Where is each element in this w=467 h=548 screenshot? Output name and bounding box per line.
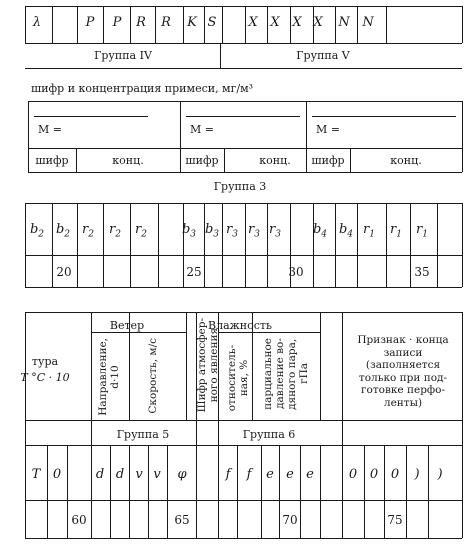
code-conc-divider bbox=[76, 148, 77, 172]
symbol-cell: P bbox=[85, 15, 95, 30]
group3-col-divider bbox=[222, 203, 223, 287]
block3-cell-divider bbox=[364, 445, 365, 538]
block3-cell-divider bbox=[129, 445, 130, 538]
group-4-label: Группа IV bbox=[94, 49, 152, 62]
block3-cell-divider bbox=[384, 445, 385, 538]
symbol-cell: X bbox=[292, 15, 302, 30]
symbol-cell: X bbox=[248, 15, 258, 30]
block3-symbol: ) bbox=[414, 467, 420, 482]
end-of-record-line: Признак · конца bbox=[357, 334, 449, 346]
block3-col-divider bbox=[25, 312, 26, 420]
conc-label: конц. bbox=[390, 154, 422, 167]
block3-col-divider bbox=[320, 312, 321, 420]
block1-top-rule bbox=[25, 6, 462, 7]
block3-symbol: f bbox=[225, 467, 231, 482]
symbol-cell-divider bbox=[245, 6, 246, 43]
group3-symbol-subscript: 1 bbox=[369, 229, 375, 240]
impurity-col-divider bbox=[306, 101, 307, 172]
m-value-line bbox=[34, 116, 148, 117]
end-of-record-line: (заполняется bbox=[365, 359, 441, 372]
group3-symbol-subscript: 2 bbox=[115, 229, 121, 240]
group3-symbol: $b_2$ bbox=[55, 222, 71, 240]
group-3-title: Группа 3 bbox=[213, 180, 267, 193]
group3-col-divider bbox=[462, 203, 463, 287]
impurity-top-rule bbox=[28, 101, 462, 102]
group3-symbol-subscript: 2 bbox=[88, 229, 94, 240]
group3-col-divider bbox=[25, 203, 26, 287]
group3-top-rule bbox=[25, 203, 462, 204]
symbol-cell-divider bbox=[204, 6, 205, 43]
block3-col-divider bbox=[462, 312, 463, 420]
block3-symbol: d bbox=[115, 467, 125, 482]
block3-cell-divider bbox=[148, 445, 149, 538]
temperature-label: тура bbox=[31, 355, 59, 368]
symbol-cell-divider bbox=[155, 6, 156, 43]
block3-symbol: f bbox=[246, 467, 252, 482]
group3-symbol-subscript: 3 bbox=[213, 229, 220, 240]
symbol-cell: P bbox=[112, 15, 122, 30]
symbol-cell: N bbox=[362, 15, 374, 30]
block3-cell-divider bbox=[91, 445, 92, 538]
group3-col-divider bbox=[245, 203, 246, 287]
group3-col-divider bbox=[386, 203, 387, 287]
m-label: M = bbox=[190, 123, 214, 136]
group3-symbol: $b_3$ bbox=[181, 222, 197, 240]
group-6-label: Группа 6 bbox=[242, 428, 296, 441]
group3-symbol: $r_2$ bbox=[135, 222, 147, 240]
end-of-record-line: готовке перфо- bbox=[361, 384, 445, 397]
wind-speed-label bbox=[147, 338, 159, 414]
symbol-cell: K bbox=[187, 15, 197, 30]
symbol-cell-divider bbox=[386, 6, 387, 43]
block3-number: 75 bbox=[387, 513, 403, 527]
symbol-cell: S bbox=[207, 15, 217, 30]
impurity-col-divider bbox=[180, 101, 181, 172]
group3-bottom-rule bbox=[25, 287, 462, 288]
group3-col-divider bbox=[52, 203, 53, 287]
block3-symbol: 0 bbox=[348, 467, 358, 482]
impurity-code-rule bbox=[28, 148, 462, 149]
group3-col-divider bbox=[357, 203, 358, 287]
block1-symbol-rule bbox=[25, 43, 462, 44]
group3-symbol: $b_4$ bbox=[312, 222, 328, 240]
rel-humidity-label bbox=[226, 345, 250, 411]
humidity-header-rule bbox=[218, 332, 320, 333]
symbol-cell-divider bbox=[52, 6, 53, 43]
group3-symbol: $r_1$ bbox=[363, 222, 375, 240]
block3-cell-divider bbox=[110, 445, 111, 538]
block3-cell-divider bbox=[261, 445, 262, 538]
group3-col-divider bbox=[204, 203, 205, 287]
group3-symbol-subscript: 1 bbox=[396, 229, 402, 240]
block3-symbol: 0 bbox=[369, 467, 379, 482]
wind-header: Ветер bbox=[109, 319, 145, 332]
block3-symbol: v bbox=[135, 467, 143, 482]
code-label: шифр bbox=[311, 154, 345, 167]
block1-group-rule bbox=[25, 68, 462, 69]
block3-cell-divider bbox=[406, 445, 407, 538]
symbol-cell-divider bbox=[130, 6, 131, 43]
code-conc-divider bbox=[350, 148, 351, 172]
block3-cell-divider bbox=[428, 445, 429, 538]
partial-pressure-label-line: парциальное bbox=[262, 338, 274, 410]
temperature-unit: T °C · 10 bbox=[20, 371, 70, 384]
code-label: шифр bbox=[35, 154, 69, 167]
impurity-label: шифр и концентрация примеси, мг/м³ bbox=[31, 82, 254, 95]
group3-symbol: $r_2$ bbox=[82, 222, 94, 240]
block3-cell-divider bbox=[218, 445, 219, 538]
symbol-cell-divider bbox=[267, 6, 268, 43]
wind-direction-label bbox=[97, 338, 121, 416]
block3-cell-divider bbox=[279, 445, 280, 538]
group3-symbol: $b_2$ bbox=[29, 222, 45, 240]
partial-pressure-label-line: дяного пара, bbox=[286, 338, 299, 410]
symbol-cell-divider bbox=[335, 6, 336, 43]
block3-col-divider bbox=[91, 312, 92, 420]
symbol-cell-divider bbox=[25, 6, 26, 43]
group3-number: 25 bbox=[186, 265, 202, 279]
end-of-record-line: ленты) bbox=[383, 396, 423, 409]
block3-group-divider bbox=[462, 420, 463, 445]
end-of-record-label bbox=[346, 334, 460, 410]
block3-symbol: d bbox=[95, 467, 105, 482]
group-divider bbox=[220, 43, 221, 68]
group3-symbol-subscript: 2 bbox=[141, 229, 147, 240]
block3-cell-divider bbox=[196, 445, 197, 538]
block3-group-divider bbox=[218, 420, 219, 445]
wind-header-rule bbox=[91, 332, 186, 333]
m-label: M = bbox=[38, 123, 62, 136]
code-conc-divider bbox=[224, 148, 225, 172]
block3-symbol: 0 bbox=[52, 467, 62, 482]
m-value-line bbox=[186, 116, 300, 117]
group3-symbol-subscript: 2 bbox=[64, 229, 71, 240]
rel-humidity-label-line: относитель- bbox=[226, 345, 238, 412]
group3-symbol: $r_1$ bbox=[416, 222, 428, 240]
group3-symbol-subscript: 3 bbox=[232, 229, 238, 240]
symbol-cell: R bbox=[161, 15, 171, 30]
symbol-cell-divider bbox=[290, 6, 291, 43]
symbol-cell-divider bbox=[183, 6, 184, 43]
block3-bottom-rule bbox=[25, 538, 462, 539]
impurity-col-divider bbox=[28, 101, 29, 172]
group3-symbol: $b_4$ bbox=[338, 222, 354, 240]
m-label: M = bbox=[316, 123, 340, 136]
group3-col-divider bbox=[313, 203, 314, 287]
end-of-record-line: записи bbox=[383, 346, 423, 359]
group3-symbol: $r_3$ bbox=[248, 222, 260, 240]
symbol-cell-divider bbox=[103, 6, 104, 43]
block3-symbol: e bbox=[286, 467, 294, 482]
group3-symbol-subscript: 3 bbox=[275, 229, 281, 240]
block3-symbol: T bbox=[31, 467, 41, 482]
group3-symbol: $r_1$ bbox=[390, 222, 402, 240]
symbol-cell-divider bbox=[77, 6, 78, 43]
group3-symbol-rule bbox=[25, 255, 462, 256]
conc-label: конц. bbox=[259, 154, 291, 167]
block3-symbol: 0 bbox=[390, 467, 400, 482]
block3-group-divider bbox=[91, 420, 92, 445]
block3-group-divider bbox=[342, 420, 343, 445]
block3-group-divider bbox=[196, 420, 197, 445]
block3-cell-divider bbox=[25, 445, 26, 538]
block3-cell-divider bbox=[237, 445, 238, 538]
block3-symbol: φ bbox=[177, 467, 187, 482]
group3-symbol: $r_3$ bbox=[269, 222, 281, 240]
group3-symbol-subscript: 4 bbox=[347, 229, 354, 240]
block3-number: 65 bbox=[174, 513, 190, 527]
symbol-cell-divider bbox=[357, 6, 358, 43]
block3-cell-divider bbox=[67, 445, 68, 538]
group3-symbol-subscript: 3 bbox=[190, 229, 197, 240]
block3-symbol: v bbox=[153, 467, 161, 482]
wind-direction-label-line: Направление, bbox=[97, 338, 109, 416]
symbol-cell: R bbox=[136, 15, 146, 30]
group3-col-divider bbox=[410, 203, 411, 287]
wind-direction-label-line: d·10 bbox=[109, 365, 122, 389]
symbol-cell: X bbox=[313, 15, 323, 30]
group3-symbol: $b_3$ bbox=[204, 222, 220, 240]
group3-col-divider bbox=[77, 203, 78, 287]
symbol-cell: N bbox=[338, 15, 350, 30]
block3-col-divider bbox=[186, 312, 187, 420]
block3-number: 70 bbox=[282, 513, 298, 527]
symbol-cell: X bbox=[270, 15, 280, 30]
wind-speed-label-line: Скорость, м/с bbox=[147, 338, 159, 414]
group3-symbol-subscript: 1 bbox=[422, 229, 428, 240]
group3-col-divider bbox=[437, 203, 438, 287]
group3-col-divider bbox=[158, 203, 159, 287]
group3-symbol: $r_3$ bbox=[226, 222, 238, 240]
impurity-col-divider bbox=[462, 101, 463, 172]
end-of-record-line: только при под- bbox=[358, 371, 448, 384]
group-5-label: Группа 5 bbox=[116, 428, 170, 441]
m-value-line bbox=[312, 116, 456, 117]
group3-number: 30 bbox=[288, 265, 304, 279]
atm-code-label-line: Шифр атмосфер- bbox=[196, 318, 208, 413]
impurity-bottom-rule bbox=[28, 172, 462, 173]
block3-col-divider bbox=[342, 312, 343, 420]
block3-cell-divider bbox=[47, 445, 48, 538]
block3-symbol: e bbox=[266, 467, 274, 482]
block3-group-divider bbox=[25, 420, 26, 445]
code-label: шифр bbox=[185, 154, 219, 167]
group3-symbol-subscript: 4 bbox=[321, 229, 328, 240]
group3-number: 20 bbox=[56, 265, 72, 279]
atm-code-label-line: ного явления bbox=[208, 327, 221, 403]
block3-cell-divider bbox=[320, 445, 321, 538]
block3-symbol: ) bbox=[437, 467, 443, 482]
rel-humidity-label-line: ная, % bbox=[238, 359, 251, 397]
conc-label: конц. bbox=[112, 154, 144, 167]
group3-col-divider bbox=[335, 203, 336, 287]
partial-pressure-label bbox=[262, 338, 310, 410]
symbol-cell-divider bbox=[462, 6, 463, 43]
group-5-label: Группа V bbox=[296, 49, 350, 62]
group3-col-divider bbox=[130, 203, 131, 287]
partial-pressure-label-line: гПа bbox=[298, 363, 311, 385]
humidity-header: Влажность bbox=[208, 319, 272, 332]
group3-symbol: $r_2$ bbox=[109, 222, 121, 240]
block3-cell-divider bbox=[462, 445, 463, 538]
group3-number: 35 bbox=[414, 265, 430, 279]
group3-col-divider bbox=[267, 203, 268, 287]
block3-symbol: e bbox=[306, 467, 314, 482]
partial-pressure-label-line: давление во- bbox=[274, 338, 287, 410]
group3-symbol-subscript: 3 bbox=[254, 229, 260, 240]
group3-col-divider bbox=[103, 203, 104, 287]
symbol-cell: λ bbox=[32, 15, 42, 30]
group3-symbol-subscript: 2 bbox=[38, 229, 45, 240]
group3-col-divider bbox=[183, 203, 184, 287]
block3-cell-divider bbox=[167, 445, 168, 538]
block3-number: 60 bbox=[71, 513, 87, 527]
atm-code-label bbox=[196, 318, 220, 412]
block3-cell-divider bbox=[300, 445, 301, 538]
block3-cell-divider bbox=[342, 445, 343, 538]
symbol-cell-divider bbox=[222, 6, 223, 43]
